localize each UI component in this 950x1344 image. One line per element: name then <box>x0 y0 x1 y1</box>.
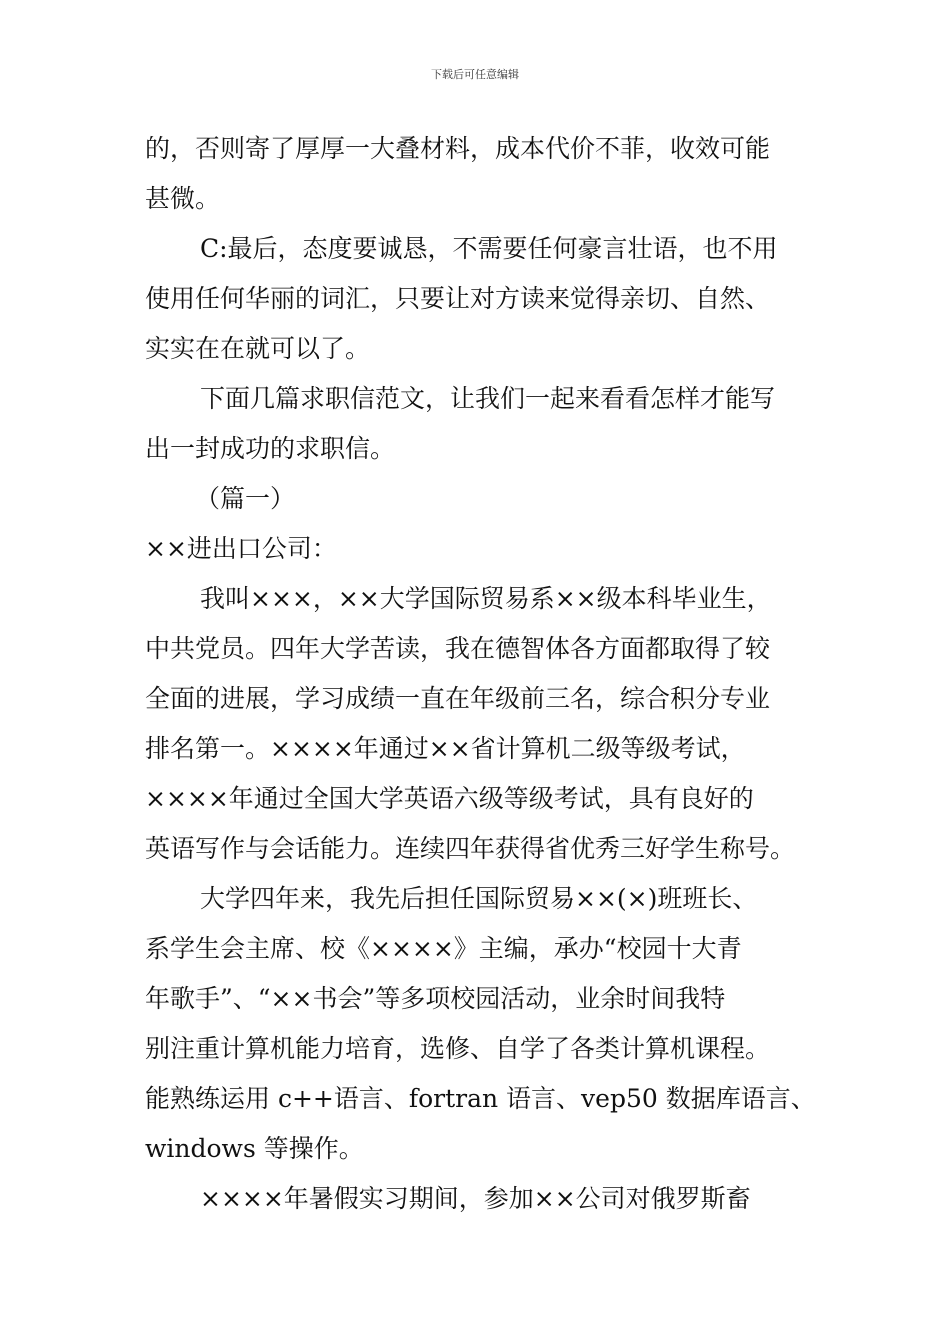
paragraph-line: 下面几篇求职信范文，让我们一起来看看怎样才能写 <box>200 384 776 413</box>
paragraph-line: 英语写作与会话能力。连续四年获得省优秀三好学生称号。 <box>145 834 796 863</box>
paragraph-line: 中共党员。四年大学苦读，我在德智体各方面都取得了较 <box>145 634 771 663</box>
paragraph-line: 实实在在就可以了。 <box>145 334 371 363</box>
paragraph-line: 能熟练运用 c++语言、fortran 语言、vep50 数据库语言、 <box>145 1084 816 1113</box>
paragraph-line: 年歌手”、“××书会”等多项校园活动，业余时间我特 <box>145 984 726 1013</box>
paragraph-line: 甚微。 <box>145 184 221 213</box>
paragraph-line: 系学生会主席、校《××××》主编，承办“校园十大青 <box>145 934 742 963</box>
salutation: ××进出口公司： <box>145 534 337 563</box>
paragraph-line: windows 等操作。 <box>145 1134 364 1163</box>
paragraph-line: ××××年暑假实习期间，参加××公司对俄罗斯畜 <box>200 1184 751 1213</box>
paragraph-line: 全面的进展，学习成绩一直在年级前三名，综合积分专业 <box>145 684 771 713</box>
paragraph-line: C:最后，态度要诚恳，不需要任何豪言壮语，也不用 <box>200 234 778 263</box>
paragraph-line: 的，否则寄了厚厚一大叠材料，成本代价不菲，收效可能 <box>145 134 771 163</box>
paragraph-line: 别注重计算机能力培育，选修、自学了各类计算机课程。 <box>145 1034 771 1063</box>
paragraph-line: 排名第一。××××年通过××省计算机二级等级考试， <box>145 734 746 763</box>
paragraph-line: 我叫×××，××大学国际贸易系××级本科毕业生， <box>200 584 772 613</box>
section-heading: （篇一） <box>195 484 296 513</box>
paragraph-line: ××××年通过全国大学英语六级等级考试，具有良好的 <box>145 784 754 813</box>
paragraph-line: 使用任何华丽的词汇，只要让对方读来觉得亲切、自然、 <box>145 284 771 313</box>
page-header: 下载后可任意编辑 <box>431 68 519 81</box>
paragraph-line: 出一封成功的求职信。 <box>145 434 396 463</box>
paragraph-line: 大学四年来，我先后担任国际贸易××(×)班班长、 <box>200 884 758 913</box>
